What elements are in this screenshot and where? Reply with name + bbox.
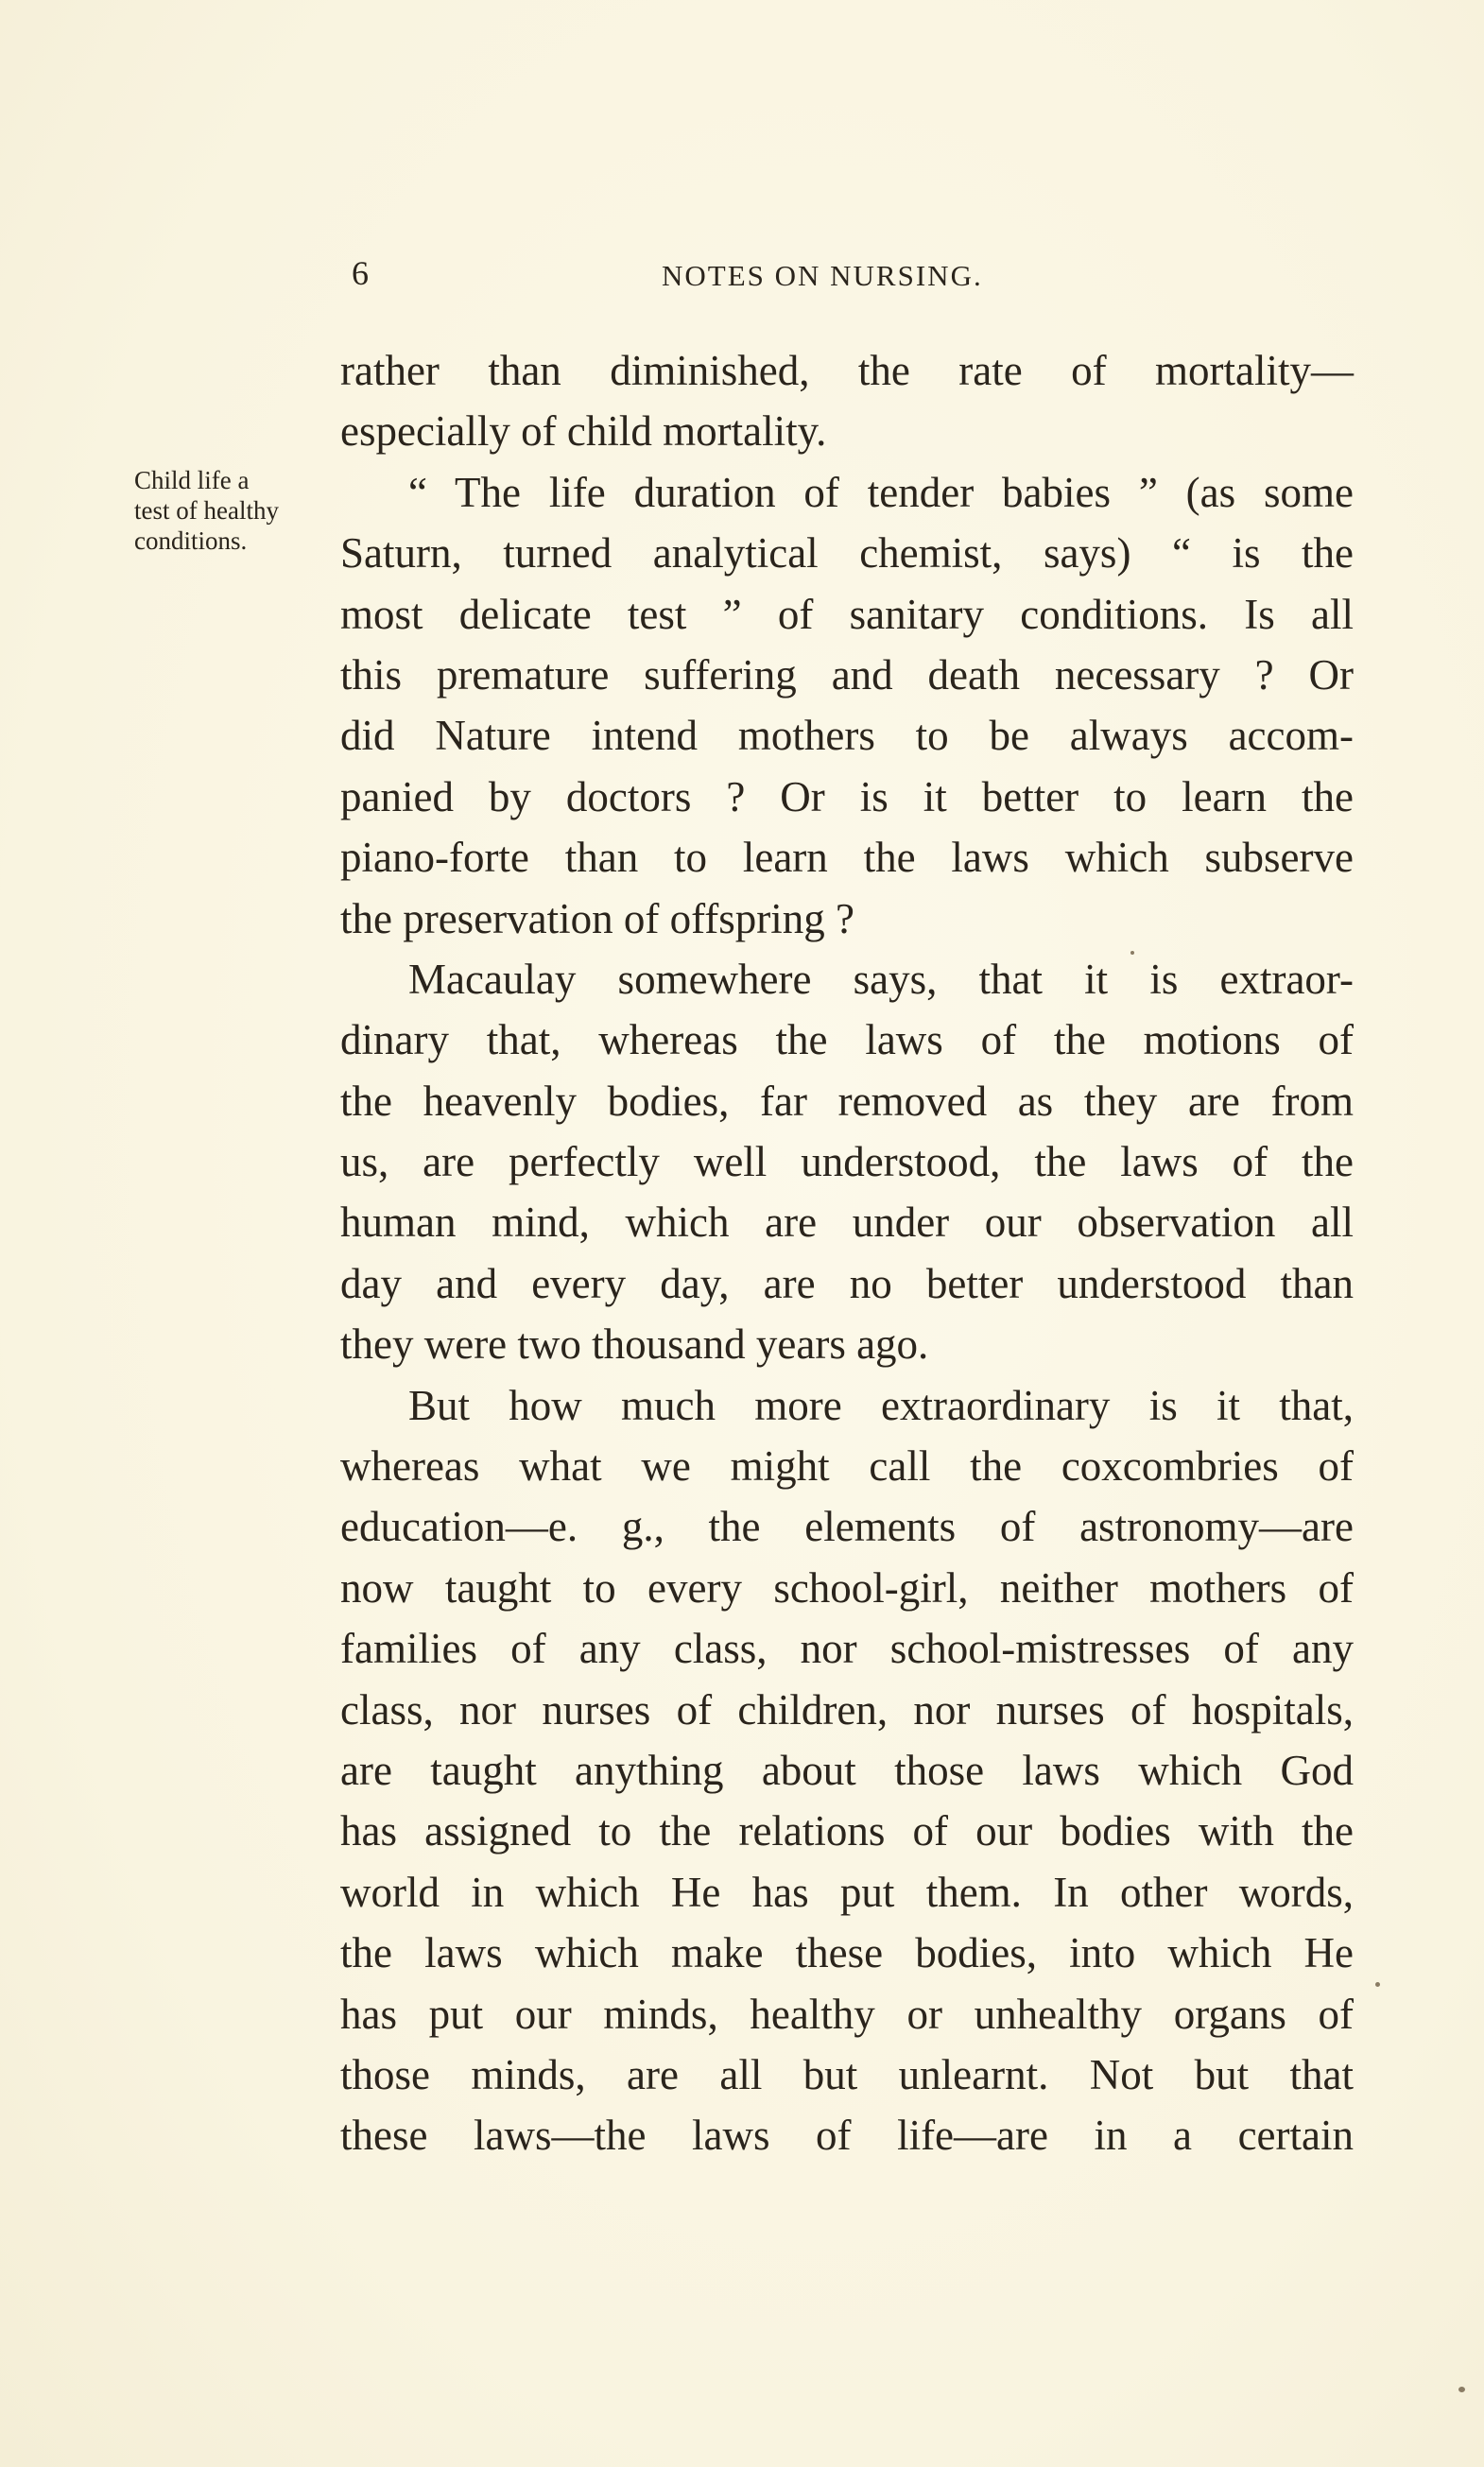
running-head [340,253,1361,301]
text-line: most delicate test ” of sanitary conditions. Is all [340,590,1354,638]
text-line: those minds, are all but unlearnt. Not but that [340,2050,1354,2098]
page-number: 6 [352,254,370,292]
text-line: the laws which make these bodies, into which He [340,1929,1354,1977]
text-line: But how much more extraordinary is it that, [408,1381,1354,1429]
text-line: world in which He has put them. In other words, [340,1868,1354,1916]
text-line: these laws—the laws of life—are in a certain [340,2112,1354,2160]
text-line: now taught to every school-girl, neither mothers of [340,1563,1354,1612]
text-line: they were two thousand years ago. [340,1320,929,1369]
text-line: has put our minds, healthy or unhealthy organs of [340,1990,1354,2038]
paper-speck [1375,1982,1380,1987]
text-line: “ The life duration of tender babies ” (as some [408,468,1354,516]
text-line: Saturn, turned analytical chemist, says) “ is the [340,529,1354,578]
text-line: panied by doctors ? Or is it better to learn the [340,772,1354,820]
margin-note-line: conditions. [134,526,248,555]
text-line: especially of child mortality. [340,407,827,456]
text-line: the heavenly bodies, far removed as they are from [340,1077,1354,1125]
text-line: has assigned to the relations of our bodies with the [340,1807,1354,1855]
running-title: NOTES ON NURSING. [662,259,983,292]
margin-note-line: Child life a [134,466,250,494]
text-line: piano-forte than to learn the laws which subserve [340,834,1354,882]
body-text [340,340,1354,2166]
text-line: education—e. g., the elements of astronomy—are [340,1503,1354,1551]
text-line: day and every day, are no better understood than [340,1259,1354,1307]
text-line: human mind, which are under our observation all [340,1199,1354,1247]
text-line: the preservation of offspring ? [340,894,854,942]
text-line: this premature suffering and death necessary ? Or [340,650,1354,699]
text-line: dinary that, whereas the laws of the motions of [340,1016,1354,1064]
paper-speck [1130,951,1134,955]
text-line: did Nature intend mothers to be always accom- [340,712,1354,760]
text-line: class, nor nurses of children, nor nurses of hospitals, [340,1685,1354,1734]
text-line: are taught anything about those laws which God [340,1746,1354,1794]
text-line: whereas what we might call the coxcombries of [340,1442,1354,1491]
text-line: families of any class, nor school-mistresses of any [340,1625,1354,1673]
margin-note [134,465,352,556]
text-line: Macaulay somewhere says, that it is extraor- [408,955,1354,1003]
text-line: us, are perfectly well understood, the laws of the [340,1138,1354,1186]
margin-note-line: test of healthy [134,496,279,525]
paper-speck [1458,2387,1465,2392]
text-line: rather than diminished, the rate of mortality— [340,347,1354,394]
